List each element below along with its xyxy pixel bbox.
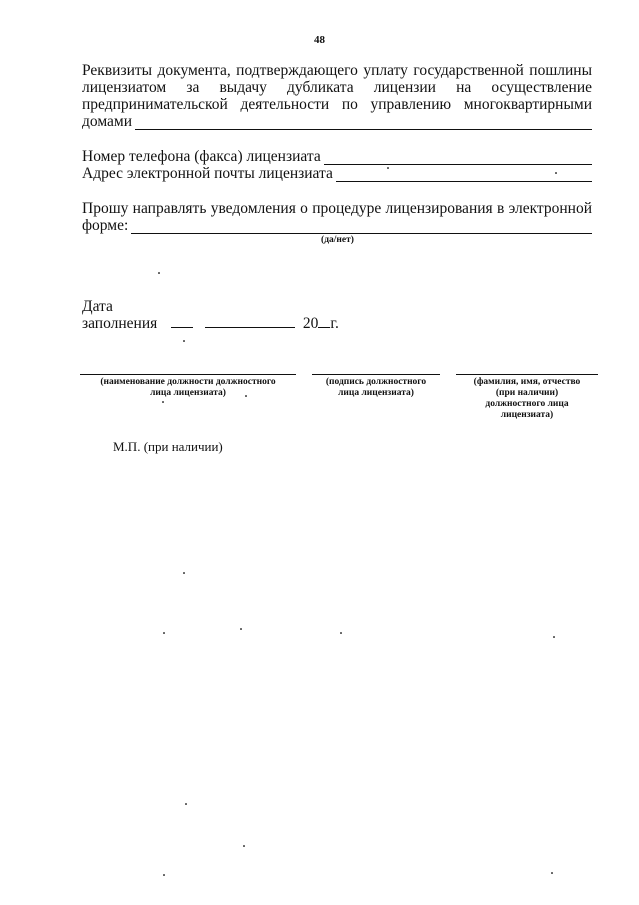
scan-speck [162,401,164,403]
scan-speck [340,632,342,634]
notification-form-label: форме: [82,217,129,234]
phone-input-line[interactable] [324,151,592,165]
scan-speck [245,395,247,397]
date-label-row [82,315,592,332]
date-year-input[interactable] [318,315,330,328]
position-hint-line-1: (наименование должности должностного [100,377,276,387]
page-number: 48 [314,34,325,46]
date-year-prefix: 20 [302,315,319,332]
position-signature-line[interactable] [80,374,296,375]
requisites-paragraph [82,62,592,130]
scan-speck [183,572,185,574]
scan-speck [551,872,553,874]
requisites-last-word: домами [82,113,133,130]
date-day-input[interactable] [171,315,193,328]
notification-input-line[interactable] [131,220,592,234]
full-name-hint-line-2: (при наличии) [495,388,559,398]
contacts-block [82,148,592,182]
requisites-line-1: Реквизиты документа, подтверждающего уплату государственной пошлины [82,62,592,79]
email-row [82,165,592,182]
signature-line[interactable] [312,374,440,375]
requisites-line-2: лицензиатом за выдачу дубликата лицензии на осуществление [82,79,592,96]
position-hint-line-2: лица лицензиата) [150,388,226,398]
email-label: Адрес электронной почты лицензиата [82,165,333,182]
requisites-input-line[interactable] [135,116,592,130]
date-year-suffix: г. [330,315,339,332]
scan-speck [158,272,160,274]
scan-speck [240,628,242,630]
signature-hint-line-1: (подпись должностного [325,377,427,387]
scan-speck [387,167,389,169]
phone-label: Номер телефона (факса) лицензиата [82,148,321,165]
full-name-hint-line-3: должностного лица [485,399,569,409]
scan-speck [243,845,245,847]
full-name-hint-line-4: лицензиата) [500,410,554,420]
email-input-line[interactable] [336,168,592,182]
date-block [82,298,592,332]
full-name-hint [456,377,598,421]
position-hint [80,377,296,399]
requisites-line-3: предпринимательской деятельности по управлению многоквартирными [82,96,592,113]
date-label-line-2: заполнения [82,315,158,332]
notification-line-1: Прошу направлять уведомления о процедуре лицензирования в электронной [82,200,592,217]
scan-speck [185,803,187,805]
notification-line-2 [82,217,592,234]
date-month-input[interactable] [205,315,295,328]
requisites-line-4 [82,113,592,130]
scan-speck [163,874,165,876]
scan-speck [555,172,557,174]
full-name-signature-line[interactable] [456,374,598,375]
notification-block [82,200,592,234]
signature-hint [312,377,440,399]
date-label-line-1: Дата [82,298,113,315]
stamp-label: М.П. (при наличии) [113,439,223,454]
full-name-hint-line-1: (фамилия, имя, отчество [473,377,581,387]
scan-speck [163,632,165,634]
scan-speck [553,636,555,638]
notification-hint: (да/нет) [321,235,354,245]
phone-row [82,148,592,165]
scan-speck [183,340,185,342]
signature-hint-line-2: лица лицензиата) [338,388,414,398]
